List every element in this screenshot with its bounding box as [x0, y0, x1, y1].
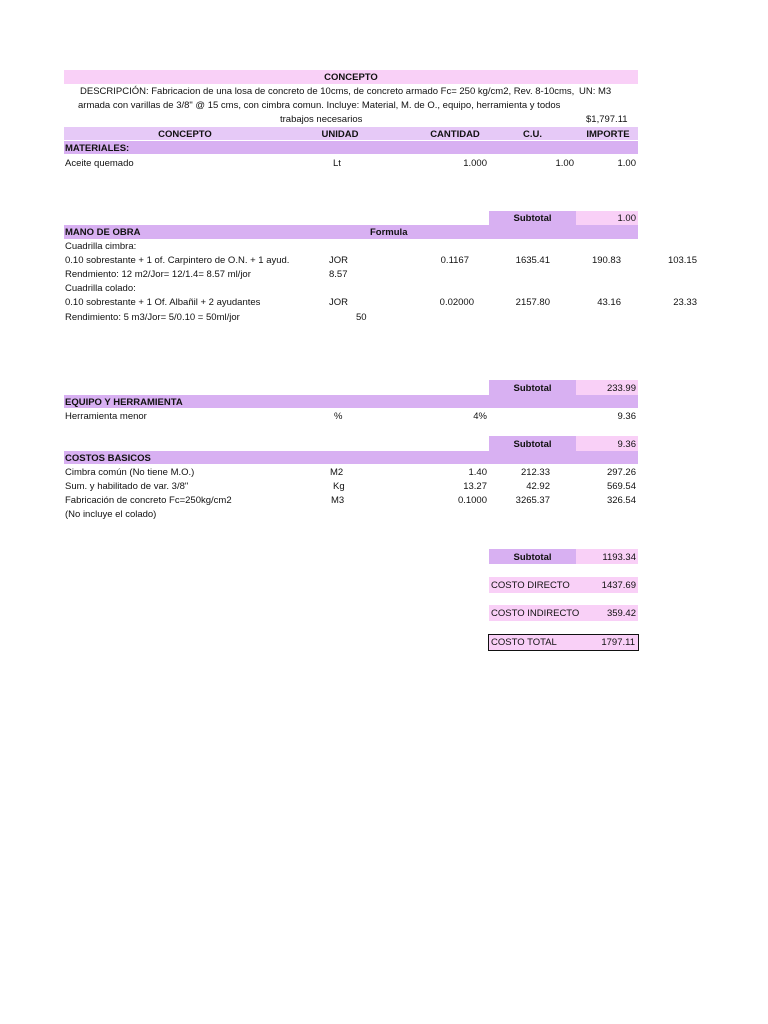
costos-subtotal-value: 1193.34 [602, 552, 636, 563]
materiales-row-unidad: Lt [333, 158, 341, 169]
costos-row-2-cantidad: 0.1000 [457, 495, 487, 506]
mano-obra-row2-importe: 43.16 [597, 297, 621, 308]
materiales-row-concepto: Aceite quemado [65, 158, 134, 169]
equipo-row-concepto: Herramienta menor [65, 411, 147, 422]
costos-row-0-concepto: Cimbra común (No tiene M.O.) [65, 467, 195, 478]
col-importe: IMPORTE [586, 129, 630, 140]
costos-row-2-concepto: Fabricación de concreto Fc=250kg/cm2 [65, 495, 232, 506]
costo-directo-label: COSTO DIRECTO [491, 580, 570, 591]
costo-total-label: COSTO TOTAL [491, 637, 557, 648]
costos-row-0-cantidad: 1.40 [468, 467, 487, 478]
mano-obra-row1-cantidad: 0.1167 [440, 255, 469, 266]
materiales-row-cantidad: 1.000 [463, 158, 487, 169]
rendimiento-2: Rendimiento: 5 m3/Jor= 5/0.10 = 50ml/jor [65, 312, 240, 323]
mano-obra-row1-importe: 190.83 [591, 255, 621, 266]
equipo-row-unidad: % [334, 411, 343, 422]
costo-indirecto-value: 359.42 [606, 608, 636, 619]
col-cu: C.U. [523, 129, 542, 140]
equipo-row-cantidad: 4% [473, 411, 487, 422]
mano-obra-row1-cu: 1635.41 [515, 255, 550, 266]
equipo-row-importe: 9.36 [617, 411, 636, 422]
unit-label: UN: M3 [579, 86, 612, 97]
materiales-title: MATERIALES: [65, 143, 130, 154]
mano-obra-row2-cu: 2157.80 [515, 297, 550, 308]
costos-row-2-importe: 326.54 [606, 495, 636, 506]
mano-obra-row2-extra: 23.33 [673, 297, 697, 308]
unit-price: $1,797.11 [586, 114, 628, 125]
costos-row-0-importe: 297.26 [606, 467, 636, 478]
mano-obra-formula: Formula [370, 227, 408, 238]
rendimiento-2-value: 50 [356, 312, 367, 323]
costos-title: COSTOS BASICOS [65, 453, 151, 464]
costos-row-1-concepto: Sum. y habilitado de var. 3/8" [65, 481, 189, 492]
costo-indirecto-label: COSTO INDIRECTO [491, 608, 580, 619]
mano-obra-title: MANO DE OBRA [65, 227, 141, 238]
mano-obra-row1-concepto: 0.10 sobrestante + 1 of. Carpintero de O.N. + 1 ayud. [65, 255, 290, 266]
equipo-title: EQUIPO Y HERRAMIENTA [65, 397, 183, 408]
costo-directo-value: 1437.69 [601, 580, 636, 591]
mano-obra-band [64, 225, 638, 239]
costos-note: (No incluye el colado) [65, 509, 157, 520]
description-line-1: DESCRIPCIÓN: Fabricacion de una losa de concreto de 10cms, de concreto armado Fc= 250 kg/cm2, Rev. 8-10cms, [80, 86, 575, 97]
costos-row-1-importe: 569.54 [606, 481, 636, 492]
col-concepto: CONCEPTO [158, 129, 212, 140]
materiales-row-cu: 1.00 [555, 158, 574, 169]
materiales-subtotal-value: 1.00 [617, 213, 636, 224]
mano-obra-row1-unidad: JOR [329, 255, 348, 266]
cuadrilla-colado-label: Cuadrilla colado: [65, 283, 136, 294]
costos-row-1-cu: 42.92 [526, 481, 550, 492]
mano-obra-row1-extra: 103.15 [667, 255, 697, 266]
materiales-band [64, 141, 638, 154]
costos-row-0-cu: 212.33 [520, 467, 550, 478]
costos-row-0-unidad: M2 [330, 467, 344, 478]
mano-obra-row2-cantidad: 0.02000 [439, 297, 474, 308]
costo-total-value: 1797.11 [601, 637, 635, 648]
costos-row-1-cantidad: 13.27 [463, 481, 487, 492]
mano-obra-row2-concepto: 0.10 sobrestante + 1 Of. Albañil + 2 ayudantes [65, 297, 261, 308]
mano-obra-subtotal-label: Subtotal [513, 383, 552, 394]
rendimiento-1: Rendmiento: 12 m2/Jor= 12/1.4= 8.57 ml/jor [65, 269, 251, 280]
costos-row-1-unidad: Kg [333, 481, 345, 492]
concepto-title: CONCEPTO [324, 72, 378, 83]
equipo-subtotal-label: Subtotal [513, 439, 552, 450]
description-line-2: armada con varillas de 3/8" @ 15 cms, con cimbra comun. Incluye: Material, M. de O., equipo, herramienta y todos [78, 100, 561, 111]
costos-row-2-cu: 3265.37 [515, 495, 550, 506]
costos-row-2-unidad: M3 [331, 495, 345, 506]
description-line-3: trabajos necesarios [280, 114, 363, 125]
rendimiento-1-value: 8.57 [329, 269, 348, 280]
materiales-subtotal-label: Subtotal [513, 213, 552, 224]
mano-obra-subtotal-value: 233.99 [606, 383, 636, 394]
materiales-row-importe: 1.00 [617, 158, 636, 169]
col-unidad: UNIDAD [321, 129, 359, 140]
equipo-subtotal-value: 9.36 [617, 439, 636, 450]
mano-obra-row2-unidad: JOR [329, 297, 348, 308]
costos-subtotal-label: Subtotal [513, 552, 552, 563]
cuadrilla-cimbra-label: Cuadrilla cimbra: [65, 241, 137, 252]
col-cantidad: CANTIDAD [430, 129, 480, 140]
